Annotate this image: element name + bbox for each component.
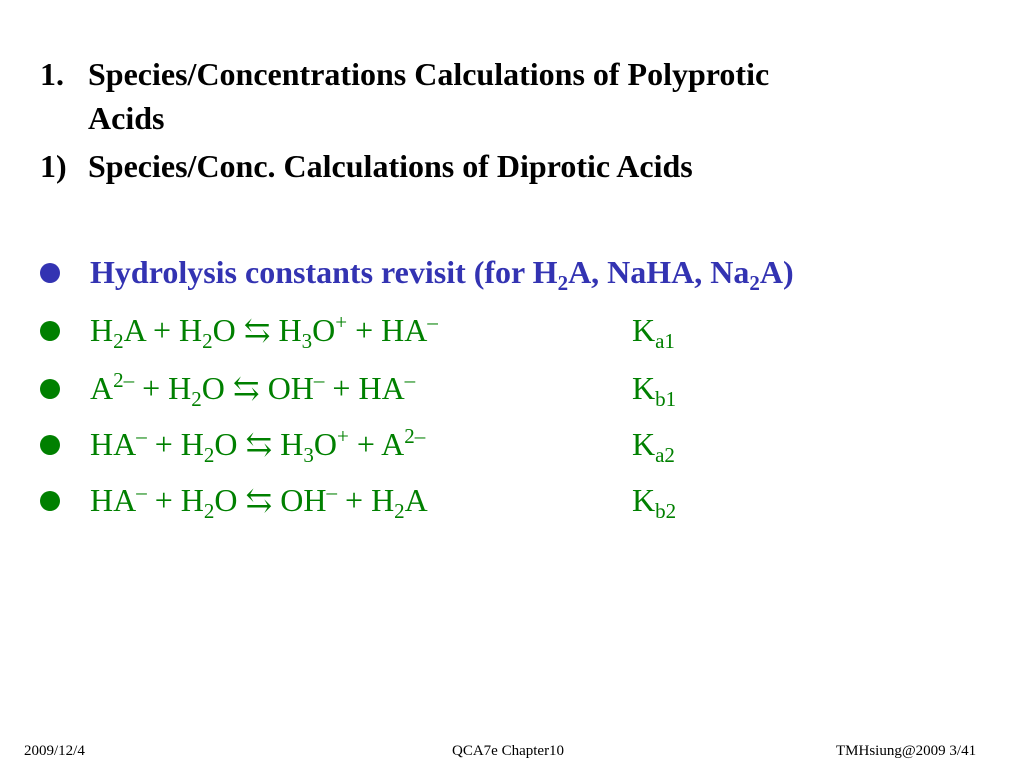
constant-kb2: $K_{b2}$ [632,482,677,523]
footer-page-number: TMHsiung@2009 3/41 [836,743,977,759]
title-text-1-continued: Acids [88,100,165,136]
constant-ka2: $K_{a2}$ [632,426,675,467]
equation-kb1: $A^{2-} + H_2O$ ⇆ OH– + HA– [90,368,416,411]
title-text-1: Species/Concentrations Calculations of Polyprotic [88,56,770,92]
constant-ka1: $K_{a1}$ [632,312,675,353]
title-text-2: Species/Conc. Calculations of Diprotic Acids [88,148,693,184]
bullet-dot-icon [40,491,60,511]
bullet-dot-icon [40,435,60,455]
equation-ka1: $H_2A + H_2O$ ⇆ $H_3O^+ + HA^-$ [90,310,438,353]
equation-kb2: $HA^- + H_2O$ ⇆ $OH^- + H_2A$ [90,480,428,523]
title-line-2 [40,144,693,188]
title-line-1 [40,52,769,96]
footer-date: 2009/12/4 [24,743,85,759]
bullet-dot-icon [40,379,60,399]
bullet-dot-icon [40,263,60,283]
bullet-hydrolysis-text: Hydrolysis constants revisit (for $H_2A$, NaHA, $Na_2A$) [90,254,794,295]
title-number-2: 1) [40,148,67,184]
title-number-1: 1. [40,56,64,92]
bullet-dot-icon [40,321,60,341]
title-line-1-continued [40,96,164,140]
constant-kb1: $K_{b1}$ [632,370,677,411]
equation-ka2: $HA^- + H_2O$ ⇆ $H_3O^+ + A^{2-}$ [90,424,426,467]
footer-chapter: QCA7e Chapter10 [452,743,565,759]
